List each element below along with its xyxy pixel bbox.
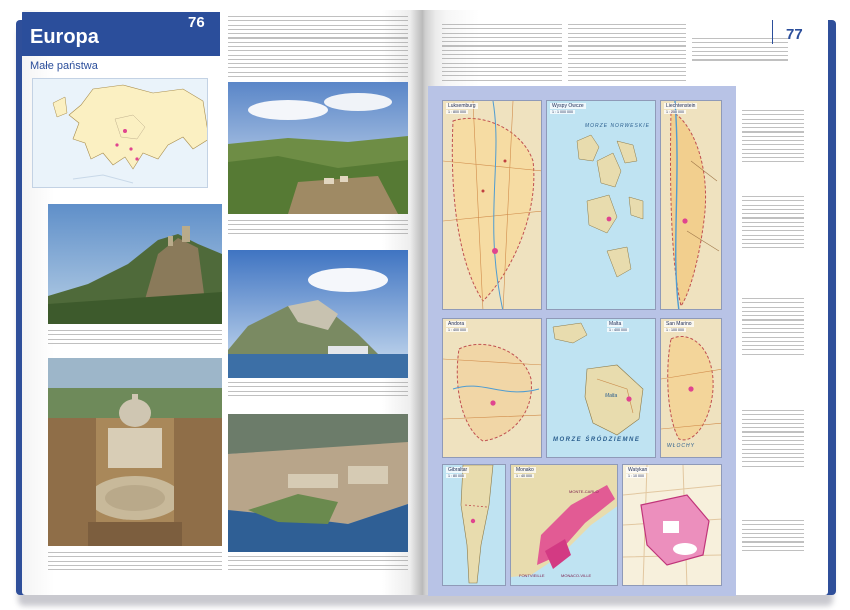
text-column-right-2 xyxy=(568,24,686,88)
caption-san-marino xyxy=(48,330,222,347)
photo-san-marino xyxy=(48,204,222,324)
map-panel-faroe-islands xyxy=(546,100,656,310)
page-number-right: 77 xyxy=(786,26,803,43)
panel-title: Gibraltar xyxy=(448,467,468,473)
panel-scale: 1 : 250 000 xyxy=(666,110,684,114)
region-header xyxy=(22,12,220,56)
panel-scale: 1 : 40 000 xyxy=(516,474,532,478)
map-label-italy: WŁOCHY xyxy=(667,443,695,449)
panel-scale: 1 : 400 000 xyxy=(448,328,466,332)
caption-hills xyxy=(228,220,408,237)
map-panel-malta xyxy=(546,318,656,458)
caption-monaco xyxy=(228,556,408,573)
text-column-right-3 xyxy=(692,38,788,68)
section-subtitle: Małe państwa xyxy=(30,60,98,72)
panel-title: Luksemburg xyxy=(448,103,476,109)
side-note-4 xyxy=(742,410,804,470)
panel-title: Wyspy Owcze xyxy=(552,103,584,109)
caption-vatican xyxy=(48,552,222,573)
text-column-left-top xyxy=(228,16,408,82)
atlas-map-plate xyxy=(428,86,736,596)
side-note-5 xyxy=(742,520,804,554)
map-panel-vatican xyxy=(622,464,722,586)
map-panel-gibraltar xyxy=(442,464,506,586)
photo-gibraltar xyxy=(228,250,408,378)
panel-scale: 1 : 10 000 xyxy=(628,474,644,478)
photo-monaco xyxy=(228,414,408,552)
map-label-monte-carlo: MONTE-CARLO xyxy=(569,489,599,494)
panel-title: Monako xyxy=(516,467,534,473)
map-panel-liechtenstein xyxy=(660,100,722,310)
map-panel-luxembourg xyxy=(442,100,542,310)
europe-locator-map-icon xyxy=(32,78,208,188)
side-note-3 xyxy=(742,298,804,358)
panel-scale: 1 : 80 000 xyxy=(448,474,464,478)
left-page xyxy=(22,10,422,595)
caption-gibraltar xyxy=(228,382,408,399)
panel-scale: 1 : 800 000 xyxy=(448,110,466,114)
side-note-2 xyxy=(742,196,804,252)
panel-title: Watykan xyxy=(628,467,648,473)
map-panel-monaco xyxy=(510,464,618,586)
side-note-1 xyxy=(742,110,804,166)
map-label-monaco-ville: MONACO-VILLE xyxy=(561,573,592,578)
panel-title: Andora xyxy=(448,321,465,327)
panel-title: San Marino xyxy=(666,321,692,327)
page-number-rule xyxy=(772,20,773,44)
text-column-right-1 xyxy=(442,24,562,88)
map-label-norwegian-sea: MORZE NORWESKIE xyxy=(585,123,650,129)
map-label-fontvieille: FONTVIEILLE xyxy=(519,573,545,578)
map-panel-san-marino xyxy=(660,318,722,458)
panel-scale: 1 : 1 000 000 xyxy=(552,110,573,114)
map-panel-andorra xyxy=(442,318,542,458)
photo-hills xyxy=(228,82,408,214)
map-label-malta: Malta xyxy=(605,393,618,399)
panel-title: Liechtenstein xyxy=(666,103,696,109)
panel-scale: 1 : 100 000 xyxy=(666,328,684,332)
page-number-left: 76 xyxy=(188,14,205,31)
photo-vatican xyxy=(48,358,222,546)
region-title: Europa xyxy=(30,26,99,48)
panel-scale: 1 : 400 000 xyxy=(609,328,627,332)
panel-title: Malta xyxy=(609,321,622,327)
map-label-mediterranean: MORZE ŚRÓDZIEMNE xyxy=(553,437,641,443)
